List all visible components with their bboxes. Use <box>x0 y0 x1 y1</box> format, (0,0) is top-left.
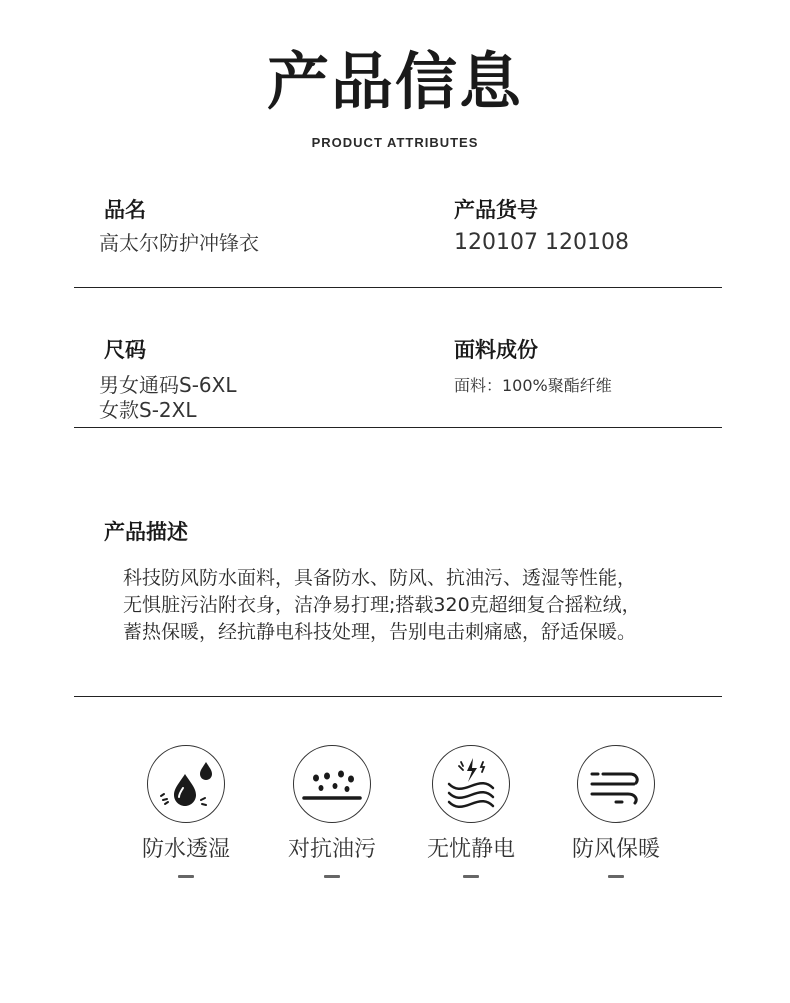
material-value: 面料：100%聚酯纤维 <box>454 376 612 395</box>
size-label: 尺码 <box>104 338 146 362</box>
water-drops-icon <box>148 746 224 822</box>
feature-icon-circle <box>577 745 655 823</box>
size-value-unisex: 男女通码S-6XL <box>99 373 237 397</box>
description-text <box>123 565 723 646</box>
feature-label: 无忧静电 <box>426 837 515 862</box>
description-line: 科技防风防水面料，具备防水、防风、抗油污、透湿等性能， <box>123 567 637 589</box>
description-label: 产品描述 <box>104 520 188 544</box>
oil-stain-icon <box>294 746 370 822</box>
feature-oil-resistant <box>267 745 397 878</box>
feature-dash <box>463 875 479 878</box>
feature-icon-circle <box>147 745 225 823</box>
page-subtitle: PRODUCT ATTRIBUTES <box>311 135 479 150</box>
feature-dash <box>608 875 624 878</box>
section-divider <box>74 696 722 697</box>
product-name-label: 品名 <box>104 198 146 222</box>
feature-label: 防水透湿 <box>141 837 230 862</box>
feature-label: 对抗油污 <box>287 837 376 862</box>
description-line: 蓄热保暖，经抗静电科技处理，告别电击刺痛感，舒适保暖。 <box>123 621 637 643</box>
section-divider <box>74 287 722 288</box>
product-sku-value: 120107 120108 <box>454 230 629 255</box>
size-value-women: 女款S-2XL <box>99 398 197 422</box>
feature-dash <box>324 875 340 878</box>
feature-anti-static <box>406 745 536 878</box>
product-sku-label: 产品货号 <box>454 198 538 222</box>
feature-waterproof <box>121 745 251 878</box>
feature-windproof <box>551 745 681 878</box>
feature-icon-circle <box>293 745 371 823</box>
description-line: 无惧脏污沾附衣身，洁净易打理;搭载320克超细复合摇粒绒， <box>123 594 641 616</box>
page-title: 产品信息 <box>266 45 523 118</box>
section-divider <box>74 427 722 428</box>
lightning-wave-icon <box>433 746 509 822</box>
product-name-value: 高太尔防护冲锋衣 <box>99 231 259 255</box>
feature-dash <box>178 875 194 878</box>
material-label: 面料成份 <box>454 338 538 362</box>
feature-label: 防风保暖 <box>571 837 660 862</box>
feature-icon-circle <box>432 745 510 823</box>
wind-icon <box>578 746 654 822</box>
